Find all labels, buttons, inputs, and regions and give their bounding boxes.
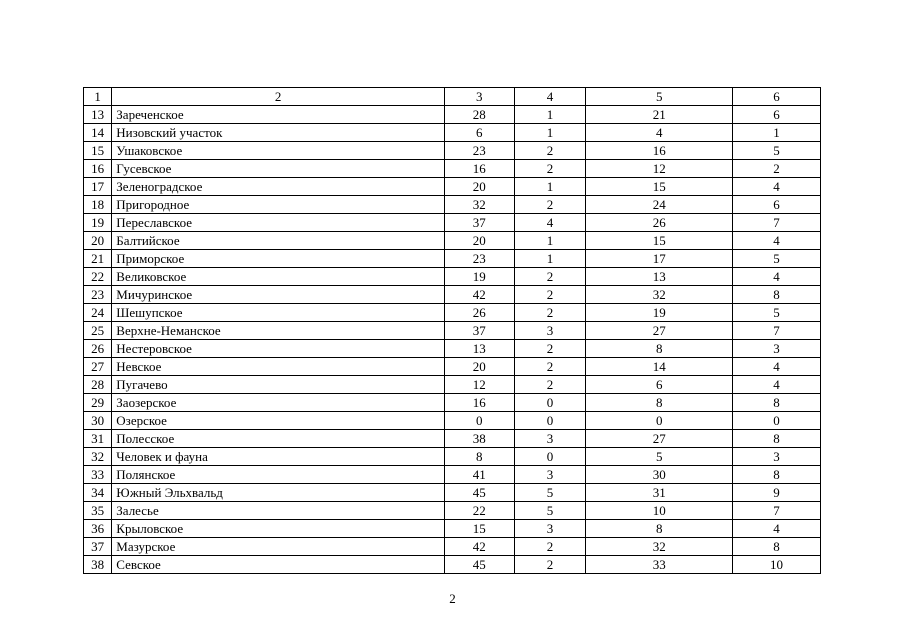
table-row (84, 178, 821, 196)
value-cell-5: 33 (586, 556, 733, 574)
row-number-cell: 37 (84, 538, 112, 556)
name-cell: Зареченское (112, 106, 445, 124)
name-cell: Ушаковское (112, 142, 445, 160)
value-cell-4: 2 (514, 358, 586, 376)
name-cell: Низовский участок (112, 124, 445, 142)
value-cell-5: 13 (586, 268, 733, 286)
row-number-cell: 27 (84, 358, 112, 376)
value-cell-3: 20 (444, 232, 514, 250)
row-number-cell: 32 (84, 448, 112, 466)
row-number-cell: 36 (84, 520, 112, 538)
value-cell-3: 26 (444, 304, 514, 322)
name-cell: Человек и фауна (112, 448, 445, 466)
table-row (84, 340, 821, 358)
table-row (84, 196, 821, 214)
value-cell-3: 23 (444, 142, 514, 160)
row-number-cell: 13 (84, 106, 112, 124)
value-cell-4: 2 (514, 142, 586, 160)
name-cell: Гусевское (112, 160, 445, 178)
value-cell-4: 3 (514, 430, 586, 448)
value-cell-4: 2 (514, 538, 586, 556)
table-row (84, 466, 821, 484)
value-cell-6: 10 (733, 556, 821, 574)
value-cell-4: 2 (514, 196, 586, 214)
value-cell-3: 12 (444, 376, 514, 394)
row-number-cell: 33 (84, 466, 112, 484)
value-cell-3: 8 (444, 448, 514, 466)
value-cell-3: 38 (444, 430, 514, 448)
value-cell-6: 4 (733, 178, 821, 196)
value-cell-4: 0 (514, 448, 586, 466)
row-number-cell: 15 (84, 142, 112, 160)
value-cell-3: 23 (444, 250, 514, 268)
value-cell-6: 6 (733, 106, 821, 124)
row-number-cell: 35 (84, 502, 112, 520)
table-row (84, 412, 821, 430)
name-cell: Пугачево (112, 376, 445, 394)
value-cell-3: 45 (444, 556, 514, 574)
table-header-row (84, 88, 821, 106)
name-cell: Нестеровское (112, 340, 445, 358)
name-cell: Южный Эльхвальд (112, 484, 445, 502)
row-number-cell: 16 (84, 160, 112, 178)
value-cell-4: 1 (514, 178, 586, 196)
value-cell-6: 7 (733, 322, 821, 340)
value-cell-3: 0 (444, 412, 514, 430)
value-cell-6: 4 (733, 268, 821, 286)
table-row (84, 394, 821, 412)
value-cell-5: 21 (586, 106, 733, 124)
value-cell-5: 26 (586, 214, 733, 232)
value-cell-5: 27 (586, 430, 733, 448)
value-cell-3: 32 (444, 196, 514, 214)
value-cell-5: 8 (586, 520, 733, 538)
value-cell-5: 15 (586, 232, 733, 250)
value-cell-5: 14 (586, 358, 733, 376)
table-row (84, 106, 821, 124)
value-cell-3: 16 (444, 160, 514, 178)
value-cell-3: 28 (444, 106, 514, 124)
value-cell-6: 4 (733, 376, 821, 394)
row-number-cell: 28 (84, 376, 112, 394)
value-cell-6: 8 (733, 430, 821, 448)
value-cell-4: 3 (514, 322, 586, 340)
value-cell-5: 32 (586, 286, 733, 304)
name-cell: Балтийское (112, 232, 445, 250)
value-cell-5: 10 (586, 502, 733, 520)
value-cell-4: 1 (514, 232, 586, 250)
value-cell-6: 7 (733, 502, 821, 520)
value-cell-3: 19 (444, 268, 514, 286)
row-number-cell: 23 (84, 286, 112, 304)
row-number-cell: 26 (84, 340, 112, 358)
name-cell: Мичуринское (112, 286, 445, 304)
name-cell: Шешупское (112, 304, 445, 322)
table-row (84, 142, 821, 160)
value-cell-5: 0 (586, 412, 733, 430)
table-row (84, 268, 821, 286)
table-body (84, 88, 821, 574)
value-cell-3: 16 (444, 394, 514, 412)
value-cell-5: 15 (586, 178, 733, 196)
table-row (84, 232, 821, 250)
table-row (84, 502, 821, 520)
value-cell-6: 5 (733, 250, 821, 268)
value-cell-6: 9 (733, 484, 821, 502)
value-cell-6: 3 (733, 448, 821, 466)
table-row (84, 322, 821, 340)
table-row (84, 520, 821, 538)
value-cell-3: 22 (444, 502, 514, 520)
table-row (84, 286, 821, 304)
name-cell: Великовское (112, 268, 445, 286)
value-cell-6: 4 (733, 358, 821, 376)
value-cell-3: 15 (444, 520, 514, 538)
row-number-cell: 14 (84, 124, 112, 142)
name-cell: Полесское (112, 430, 445, 448)
value-cell-4: 2 (514, 340, 586, 358)
value-cell-3: 41 (444, 466, 514, 484)
table-row (84, 484, 821, 502)
table-row (84, 358, 821, 376)
value-cell-4: 1 (514, 124, 586, 142)
row-number-cell: 22 (84, 268, 112, 286)
value-cell-5: 24 (586, 196, 733, 214)
value-cell-6: 7 (733, 214, 821, 232)
value-cell-6: 8 (733, 286, 821, 304)
header-cell-5: 5 (586, 88, 733, 106)
table-row (84, 214, 821, 232)
name-cell: Заозерское (112, 394, 445, 412)
row-number-cell: 29 (84, 394, 112, 412)
row-number-cell: 31 (84, 430, 112, 448)
table-row (84, 250, 821, 268)
row-number-cell: 34 (84, 484, 112, 502)
name-cell: Переславское (112, 214, 445, 232)
value-cell-6: 4 (733, 232, 821, 250)
hunting-grounds-table (83, 87, 821, 574)
value-cell-4: 4 (514, 214, 586, 232)
value-cell-4: 2 (514, 304, 586, 322)
row-number-cell: 24 (84, 304, 112, 322)
table-row (84, 538, 821, 556)
value-cell-4: 2 (514, 268, 586, 286)
value-cell-6: 8 (733, 466, 821, 484)
value-cell-6: 6 (733, 196, 821, 214)
value-cell-6: 5 (733, 304, 821, 322)
header-cell-6: 6 (733, 88, 821, 106)
value-cell-6: 4 (733, 520, 821, 538)
name-cell: Полянское (112, 466, 445, 484)
name-cell: Озерское (112, 412, 445, 430)
value-cell-6: 2 (733, 160, 821, 178)
value-cell-4: 3 (514, 520, 586, 538)
name-cell: Зеленоградское (112, 178, 445, 196)
table-row (84, 124, 821, 142)
header-cell-2: 2 (112, 88, 445, 106)
table-row (84, 430, 821, 448)
value-cell-5: 30 (586, 466, 733, 484)
value-cell-4: 2 (514, 376, 586, 394)
value-cell-5: 17 (586, 250, 733, 268)
value-cell-4: 1 (514, 250, 586, 268)
row-number-cell: 17 (84, 178, 112, 196)
value-cell-5: 16 (586, 142, 733, 160)
row-number-cell: 18 (84, 196, 112, 214)
value-cell-5: 31 (586, 484, 733, 502)
row-number-cell: 20 (84, 232, 112, 250)
value-cell-6: 8 (733, 538, 821, 556)
name-cell: Севское (112, 556, 445, 574)
value-cell-3: 42 (444, 286, 514, 304)
table-row (84, 556, 821, 574)
name-cell: Невское (112, 358, 445, 376)
value-cell-5: 5 (586, 448, 733, 466)
name-cell: Мазурское (112, 538, 445, 556)
page-number: 2 (449, 591, 456, 606)
value-cell-5: 32 (586, 538, 733, 556)
value-cell-6: 5 (733, 142, 821, 160)
row-number-cell: 21 (84, 250, 112, 268)
name-cell: Крыловское (112, 520, 445, 538)
value-cell-3: 13 (444, 340, 514, 358)
value-cell-6: 8 (733, 394, 821, 412)
row-number-cell: 19 (84, 214, 112, 232)
row-number-cell: 38 (84, 556, 112, 574)
value-cell-3: 42 (444, 538, 514, 556)
row-number-cell: 25 (84, 322, 112, 340)
value-cell-3: 20 (444, 358, 514, 376)
value-cell-4: 3 (514, 466, 586, 484)
row-number-cell: 30 (84, 412, 112, 430)
value-cell-5: 6 (586, 376, 733, 394)
name-cell: Приморское (112, 250, 445, 268)
value-cell-3: 6 (444, 124, 514, 142)
value-cell-3: 45 (444, 484, 514, 502)
table-row (84, 304, 821, 322)
header-cell-4: 4 (514, 88, 586, 106)
header-cell-3: 3 (444, 88, 514, 106)
table-row (84, 376, 821, 394)
value-cell-5: 4 (586, 124, 733, 142)
value-cell-5: 27 (586, 322, 733, 340)
header-cell-1: 1 (84, 88, 112, 106)
name-cell: Залесье (112, 502, 445, 520)
value-cell-4: 0 (514, 394, 586, 412)
value-cell-3: 20 (444, 178, 514, 196)
value-cell-4: 1 (514, 106, 586, 124)
value-cell-5: 8 (586, 394, 733, 412)
value-cell-4: 2 (514, 160, 586, 178)
value-cell-4: 2 (514, 556, 586, 574)
value-cell-6: 1 (733, 124, 821, 142)
value-cell-4: 0 (514, 412, 586, 430)
value-cell-3: 37 (444, 322, 514, 340)
name-cell: Верхне-Неманское (112, 322, 445, 340)
value-cell-4: 5 (514, 502, 586, 520)
value-cell-6: 3 (733, 340, 821, 358)
value-cell-5: 12 (586, 160, 733, 178)
value-cell-5: 8 (586, 340, 733, 358)
value-cell-6: 0 (733, 412, 821, 430)
value-cell-4: 5 (514, 484, 586, 502)
table-row (84, 448, 821, 466)
name-cell: Пригородное (112, 196, 445, 214)
value-cell-4: 2 (514, 286, 586, 304)
table-row (84, 160, 821, 178)
value-cell-3: 37 (444, 214, 514, 232)
value-cell-5: 19 (586, 304, 733, 322)
